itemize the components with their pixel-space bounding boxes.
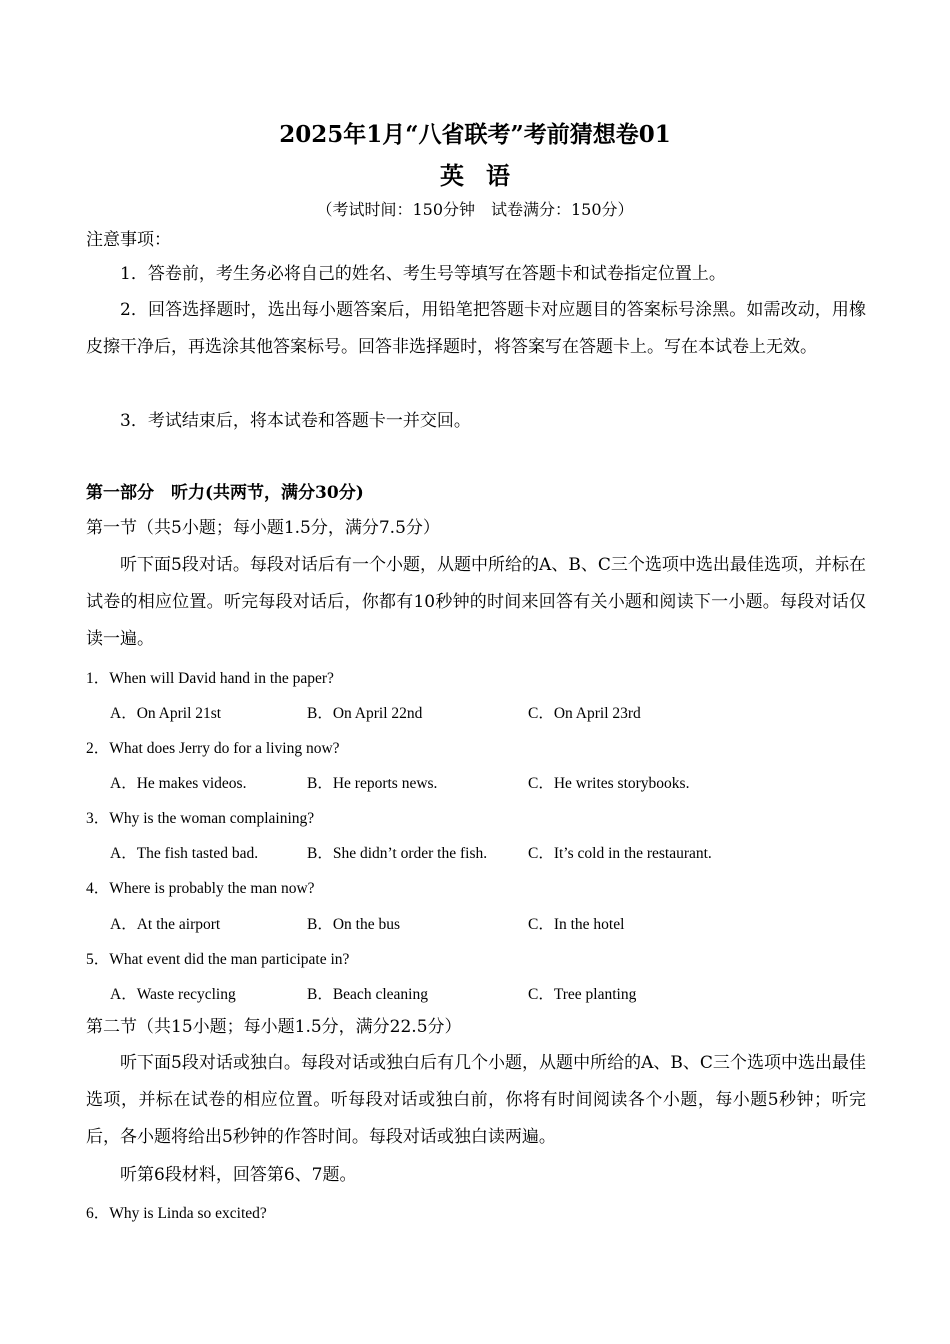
q2-option-b: B．He reports news. [307,775,438,792]
note-item-2: 2．回答选择题时，选出每小题答案后，用铅笔把答题卡对应题目的答案标号涂黑。如需改动，用橡皮擦干净后，再选涂其他答案标号。回答非选择题时，将答案写在答题卡上。写在本试卷上无效。 [86,300,866,357]
question-5: 5．What event did the man participate in? [86,951,350,968]
question-2: 2．What does Jerry do for a living now? [86,740,340,757]
q2-option-a: A．He makes videos. [110,775,247,792]
part1-heading: 第一部分 听力(共两节，满分30分) [86,483,364,503]
material-6-note: 听第6段材料，回答第6、7题。 [120,1165,357,1185]
question-6: 6．Why is Linda so excited? [86,1205,267,1222]
question-1: 1．When will David hand in the paper? [86,670,334,687]
question-4: 4．Where is probably the man now? [86,880,315,897]
section2-instruction: 听下面5段对话或独白。每段对话或独白后有几个小题，从题中所给的A、B、C三个选项中选出最佳选项，并标在试卷的相应位置。听每段对话或独白前，你将有时间阅读各个小题，每小题5秒钟；听完后，各小题将给出5秒钟的作答时间。每段对话或独白读两遍。 [86,1053,866,1147]
exam-info: （考试时间：150分钟 试卷满分：150分） [316,200,634,219]
section2-heading: 第二节（共15小题；每小题1.5分，满分22.5分） [86,1017,462,1037]
section1-instruction: 听下面5段对话。每段对话后有一个小题，从题中所给的A、B、C三个选项中选出最佳选项，并标在试卷的相应位置。听完每段对话后，你都有10秒钟的时间来回答有关小题和阅读下一小题。每段对话仅读一遍。 [86,555,866,649]
q1-option-a: A．On April 21st [110,705,222,722]
notes-heading: 注意事项： [86,230,171,250]
q3-option-a: A．The fish tasted bad. [110,845,259,862]
page-title: 2025年1月“八省联考”考前猜想卷01 [279,121,671,148]
q5-option-a: A．Waste recycling [110,986,236,1003]
question-3: 3．Why is the woman complaining? [86,810,315,827]
q5-option-c: C．Tree planting [528,986,637,1003]
q3-option-b: B．She didn’t order the fish. [307,845,488,862]
section1-heading: 第一节（共5小题；每小题1.5分，满分7.5分） [86,518,440,538]
q1-option-b: B．On April 22nd [307,705,423,722]
q3-option-c: C．It’s cold in the restaurant. [528,845,712,862]
note-item-1: 1．答卷前，考生务必将自己的姓名、考生号等填写在答题卡和试卷指定位置上。 [120,264,726,284]
subject-title: 英语 [440,161,532,190]
q5-option-b: B．Beach cleaning [307,986,428,1003]
q2-option-c: C．He writes storybooks. [528,775,690,792]
note-item-3: 3．考试结束后，将本试卷和答题卡一并交回。 [120,411,471,431]
q4-option-c: C．In the hotel [528,916,625,933]
q4-option-a: A．At the airport [110,916,221,933]
q4-option-b: B．On the bus [307,916,401,933]
q1-option-c: C．On April 23rd [528,705,641,722]
